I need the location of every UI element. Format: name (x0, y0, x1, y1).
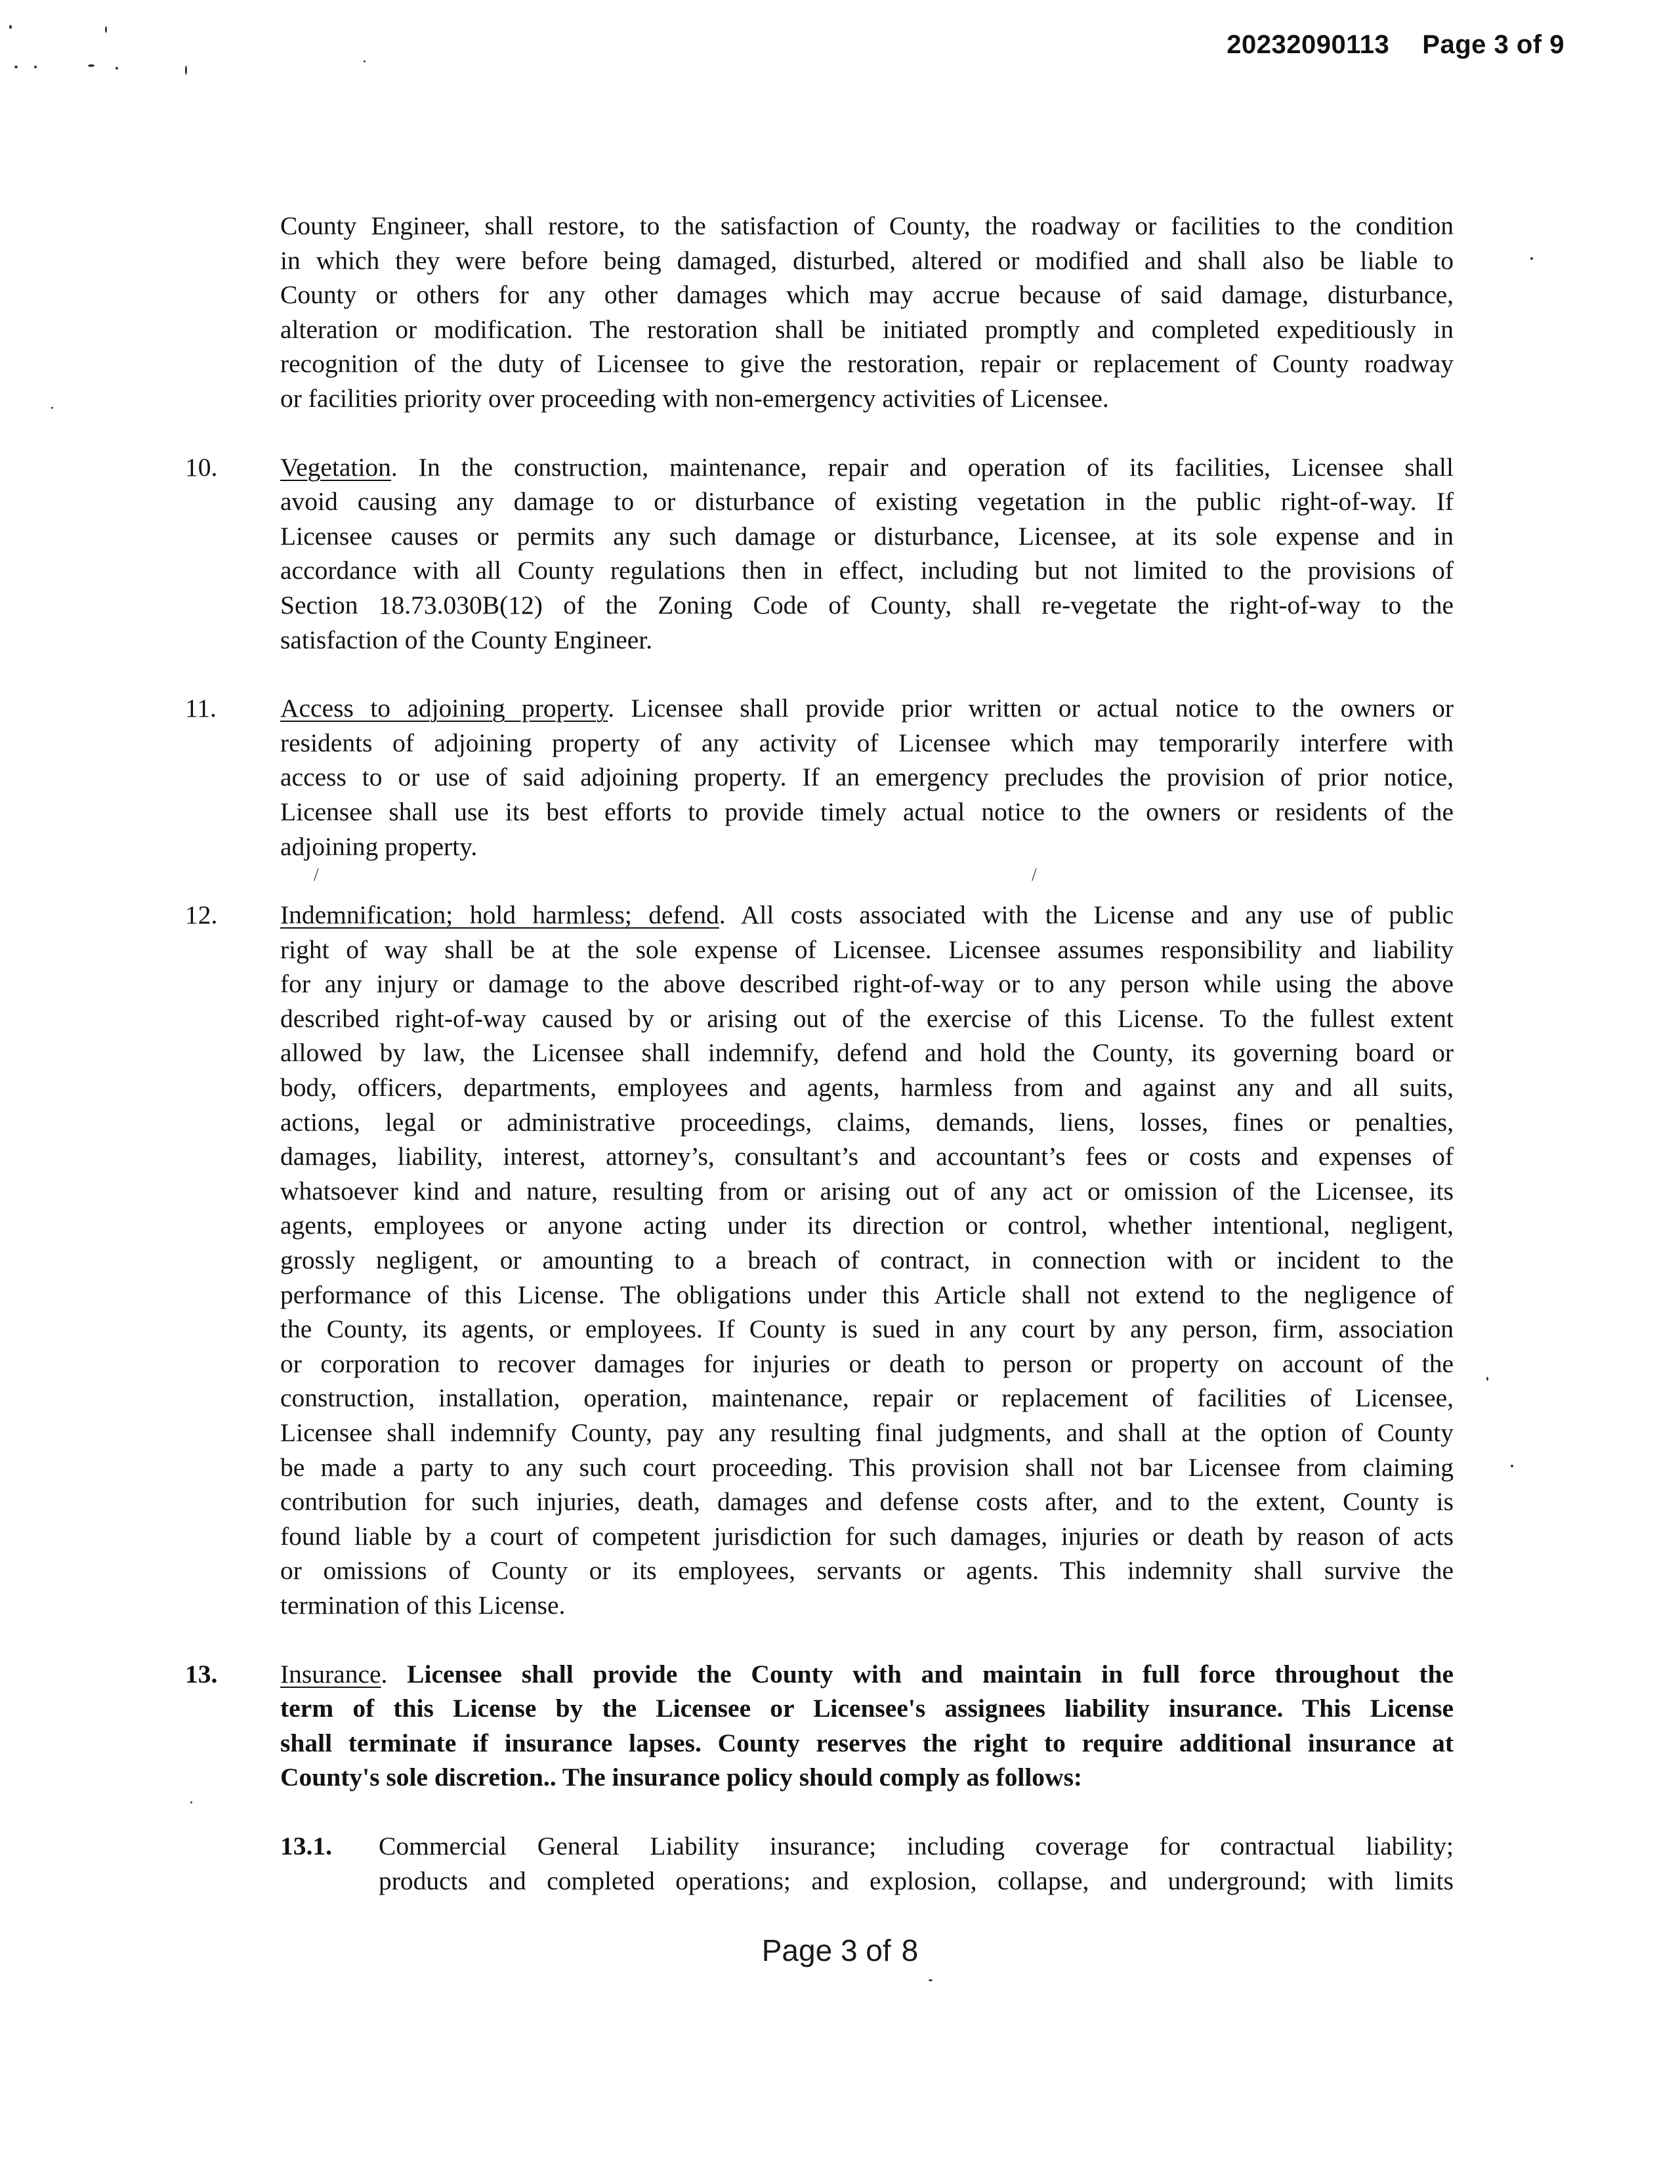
text-line: or facilities priority over proceeding with non-emergency activities of Licensee. (280, 383, 1109, 413)
text-line: allowed by law, the Licensee shall indemnify, defend and hold the County, its governing board or (280, 1038, 1454, 1068)
text-line: products and completed operations; and explosion, collapse, and underground; with limits (379, 1866, 1454, 1895)
text-line: access to or use of said adjoining property. If an emergency precludes the provision of prior notice, (280, 763, 1454, 792)
text-line: accordance with all County regulations then in effect, including but not limited to the provisions of (280, 556, 1454, 585)
section-heading: Insurance (280, 1659, 381, 1689)
continuation-paragraph (280, 209, 1454, 416)
text-line: County's sole discretion.. The insurance policy should comply as follows: (280, 1763, 1083, 1792)
text-line (280, 691, 1454, 726)
text-line: for any injury or damage to the above described right-of-way or to any person while using the above (280, 969, 1454, 999)
text-line: satisfaction of the County Engineer. (280, 625, 653, 654)
section-heading: Vegetation (280, 452, 391, 482)
text-line: term of this License by the Licensee or Licensee's assignees liability insurance. This License (280, 1694, 1454, 1723)
text-line: shall terminate if insurance lapses. County reserves the right to require additional insurance at (280, 1728, 1454, 1757)
text-line: adjoining property. (280, 831, 478, 861)
text-line: right of way shall be at the sole expense of Licensee. Licensee assumes responsibility and liability (280, 934, 1454, 964)
subsection-13-1 (280, 1829, 1454, 1898)
text-line (280, 898, 1454, 933)
text-line: described right-of-way caused by or arising out of the exercise of this License. To the fullest extent (280, 1003, 1454, 1033)
document-body (0, 209, 1680, 1898)
text-line: or corporation to recover damages for injuries or death to person or property on account of the (280, 1349, 1454, 1378)
text-line: Licensee causes or permits any such damage or disturbance, Licensee, at its sole expense and in (280, 521, 1454, 551)
text-line: avoid causing any damage to or disturbance of existing vegetation in the public right-of-way. If (280, 487, 1454, 516)
stamp-page-label: Page 3 of 9 (1422, 30, 1564, 59)
text-line: alteration or modification. The restoration shall be initiated promptly and completed expeditiously in (280, 314, 1454, 344)
section-heading: Access to adjoining property (280, 694, 608, 723)
subsection-number: 13.1. (280, 1831, 332, 1860)
footer-page-label: Page 3 of (761, 1933, 891, 1967)
text-run: . All costs associated with the License and any use of public (719, 900, 1454, 930)
text-line: performance of this License. The obligations under this Article shall not extend to the negligence of (280, 1280, 1454, 1309)
section-13 (185, 1657, 1454, 1795)
section-11 (185, 691, 1454, 864)
section-number: 13. (185, 1659, 218, 1689)
text-line: or omissions of County or its employees, servants or agents. This indemnity shall survive the (280, 1556, 1454, 1586)
text-line: in which they were before being damaged, disturbed, altered or modified and shall also be liable to (280, 245, 1454, 275)
section-number: 10. (185, 452, 218, 482)
document-page: 20232090113 Page 3 of 9 County Engineer, shall restore, to the satisfaction of County, the roadway or facilities to the condition in which they were before being damaged, disturbed, altered or modified and shall also be liable to County or others for any other damages which may accrue because of said damage, disturbance, alteration or modification. The restoration shall be initiated promptly and completed expeditiously in recognition of the duty of Licensee to give the restoration, repair or replacement of County roadway or facilities priority over proceeding with non-emergency activities of Licensee. 10. Vegetation. In the construction, maintenance, repair and operation of its facilities, Licensee shall avoid causing any damage to or disturbance of existing vegetation in the public right-of-way. If Licensee causes or permits any such damage or disturbance, Licensee, at its sole expense and in accordance with all County regulations then in effect, including but not limited to the provisions of Section 18.73.030B(12) of the Zoning Code of County, shall re-vegetate the right-of-way to the satisfaction of the County Engineer. 11. Access to adjoining property. Licensee shall provide prior written or actual notice to the owners or residents of adjoining property of any activity of Licensee which may temporarily interfere with access to or use of said adjoining property. If an emergency precludes the provision of prior notice, Licensee shall use its best efforts to provide timely actual notice to the owners or residents of the adjoining property. 12. Indemnification; hold harmless; defend. All costs associated with the License and any use of public right of way shall be at the sole expense of Licensee. Licensee assumes responsibility and liability for any injury or damage to the above described right-of-way or to any person while using the above described right-of-way caused by or arising out of the exercise of this License. To the fullest extent allowed by law, the Licensee shall indemnify, defend and hold the County, its governing board or body, officers, departments, employees and agents, harmless from and against any and all suits, actions, legal or administrative proceedings, claims, demands, liens, losses, fines or penalties, damages, liability, interest, attorney’s, consultant’s and accountant’s fees or costs and expenses of whatsoever kind and nature, resulting from or arising out of any act or omission of the Licensee, its agents, employees or anyone acting under its direction or control, whether intentional, negligent, grossly negligent, or amounting to a breach of contract, in connection with or incident to the performance of this License. The obligations under this Article shall not extend to the negligence of the County, its agents, or employees. If County is sued in any court by any person, firm, association or corporation to recover damages for injuries or death to person or property on account of the construction, installation, operation, maintenance, repair or replacement of facilities of Licensee, Licensee shall indemnify County, pay any resulting final judgments, and shall at the option of County be made a party to any such court proceeding. This provision shall not bar Licensee from claiming contribution for such injuries, death, damages and defense costs after, and to the extent, County is found liable by a court of competent jurisdiction for such damages, injuries or death by reason of acts or omissions of County or its employees, servants or agents. This indemnity shall survive the termination of this License. 13. Insurance. Licensee shall provide the County with and maintain in full force throughout the term of this License by the Licensee or Licensee's assignees liability insurance. This License shall terminate if insurance lapses. County reserves the right to require additional insurance at County's sole discretion.. The insurance policy should comply as follows: 13.1. Commercial General Liability insurance; including coverage for contractual liability; products and completed operations; and explosion, collapse, and underground; with limits / / Page 3 of 8 (0, 0, 1680, 2184)
text-line: whatsoever kind and nature, resulting from or arising out of any act or omission of the Licensee, its (280, 1176, 1454, 1206)
text-line: body, officers, departments, employees and agents, harmless from and against any and all suits, (280, 1073, 1454, 1102)
text-line (280, 1657, 1454, 1692)
text-line: found liable by a court of competent jurisdiction for such damages, injuries or death by reason of acts (280, 1521, 1454, 1551)
text-line: be made a party to any such court proceeding. This provision shall not bar Licensee from claiming (280, 1452, 1454, 1482)
section-10 (185, 450, 1454, 658)
page-stamp (1227, 30, 1564, 60)
footer-page-total: 8 (901, 1933, 919, 1967)
text-run-bold: Licensee shall provide the County with and maintain in full force throughout the (407, 1659, 1454, 1689)
text-run: . (381, 1659, 408, 1689)
text-line: Licensee shall indemnify County, pay any resulting final judgments, and shall at the option of County (280, 1418, 1454, 1447)
page-footer (0, 1933, 1680, 1968)
text-line: Licensee shall use its best efforts to provide timely actual notice to the owners or residents of the (280, 797, 1454, 826)
section-number: 12. (185, 900, 218, 930)
text-run: . In the construction, maintenance, repair and operation of its facilities, Licensee shall (390, 452, 1454, 482)
text-line: termination of this License. (280, 1590, 566, 1620)
text-run: . Licensee shall provide prior written or actual notice to the owners or (608, 694, 1454, 723)
text-line: actions, legal or administrative proceedings, claims, demands, liens, losses, fines or penalties, (280, 1107, 1454, 1137)
section-number: 11. (185, 694, 217, 723)
text-line: agents, employees or anyone acting under its direction or control, whether intentional, negligent, (280, 1211, 1454, 1240)
text-line: Commercial General Liability insurance; including coverage for contractual liability; (379, 1831, 1454, 1860)
text-line (280, 450, 1454, 485)
text-line: the County, its agents, or employees. If County is sued in any court by any person, firm, association (280, 1314, 1454, 1344)
text-line: grossly negligent, or amounting to a breach of contract, in connection with or incident to the (280, 1246, 1454, 1275)
section-12 (185, 898, 1454, 1622)
text-line: contribution for such injuries, death, damages and defense costs after, and to the extent, County is (280, 1487, 1454, 1517)
text-line: damages, liability, interest, attorney’s, consultant’s and accountant’s fees or costs and expenses of (280, 1142, 1454, 1171)
text-line: construction, installation, operation, maintenance, repair or replacement of facilities of Licensee, (280, 1383, 1454, 1413)
text-line: County or others for any other damages which may accrue because of said damage, disturbance, (280, 280, 1454, 310)
section-heading: Indemnification; hold harmless; defend (280, 900, 719, 930)
text-line: residents of adjoining property of any activity of Licensee which may temporarily interfere with (280, 728, 1454, 757)
text-line: recognition of the duty of Licensee to give the restoration, repair or replacement of County roadway (280, 349, 1454, 379)
text-line: County Engineer, shall restore, to the satisfaction of County, the roadway or facilities to the condition (280, 211, 1454, 240)
document-number: 20232090113 (1227, 30, 1390, 59)
text-line: Section 18.73.030B(12) of the Zoning Code of County, shall re-vegetate the right-of-way to the (280, 590, 1454, 620)
